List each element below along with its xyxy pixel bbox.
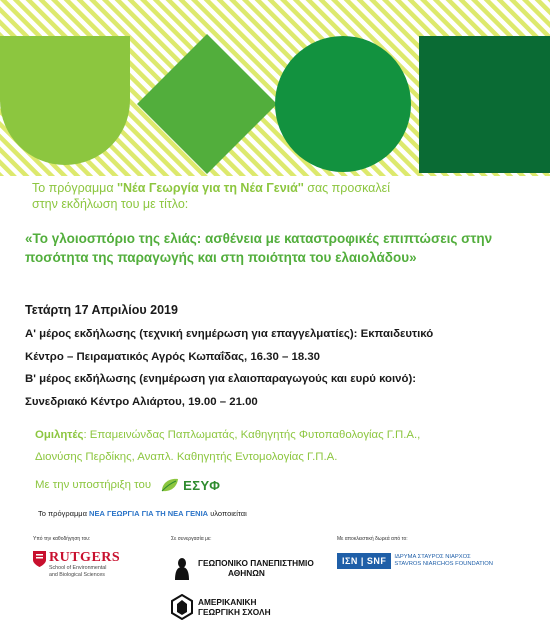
afs-emblem-icon [171,594,193,620]
intro-text [0,180,550,212]
banner-graphic [0,0,550,176]
rutgers-logo [33,551,120,579]
rutgers-name: RUTGERS [49,550,121,565]
aua-logo [171,556,314,580]
aua-emblem-icon [171,556,193,580]
program-note: Το πρόγραμμα ΝΕΑ ΓΕΩΡΓΙΑ ΓΙΑ ΤΗ ΝΕΑ ΓΕΝΙΑ υλοποιείται [38,509,247,518]
program-name: ''Νέα Γεωργία για τη Νέα Γενιά'' [117,181,304,195]
afs-logo [171,594,271,620]
intro-line-1: Το πρόγραμμα ''Νέα Γεωργία για τη Νέα Γενιά'' σας προσκαλεί [32,181,391,195]
intro-line-2: στην εκδήλωση του με τίτλο: [32,197,189,211]
part-b-line-2: Συνεδριακό Κέντρο Αλιάρτου, 19.00 – 21.00 [25,396,258,408]
esyf-logo [159,476,220,494]
rutgers-shield-icon [33,551,46,567]
snf-text: ΙΔΡΥΜΑ ΣΤΑΥΡΟΣ ΝΙΑΡΧΟΣ STAVROS NIARCHOS FOUNDATION [394,554,493,567]
esyf-logo-text: ΕΣΥΦ [183,477,221,493]
part-a-line-1: Α' μέρος εκδήλωσης (τεχνική ενημέρωση για επαγγελματίες): Εκπαιδευτικό [25,328,434,340]
event-title: «Το γλοιοσπόριο της ελιάς: ασθένεια με καταστροφικές επιπτώσεις στην ποσότητα της παραγωγής και στη ποιότητα του ελαιολάδου» [25,231,493,265]
part-a-details [25,323,550,369]
dark-green-square [419,36,550,173]
guidance-label: Υπό την καθοδήγηση του: [33,536,91,542]
support-label: Με την υποστήριξη του [35,479,152,491]
program-note-name: ΝΕΑ ΓΕΩΡΓΙΑ ΓΙΑ ΤΗ ΝΕΑ ΓΕΝΙΑ [89,509,209,518]
part-b-line-1: Β' μέρος εκδήλωσης (ενημέρωση για ελαιοπαραγωγούς και ευρύ κοινό): [25,373,417,385]
speakers [35,424,550,468]
support-section [35,476,550,494]
part-a-line-2: Κέντρο – Πειραματικός Αγρός Κωπαΐδας, 16.30 – 18.30 [25,351,321,363]
cooperation-label: Σε συνεργασία με: [171,536,212,542]
green-circle [275,36,411,172]
rutgers-sub-2: and Biological Sciences [49,572,105,578]
leaf-icon [159,476,181,494]
header-banner [0,0,550,176]
speakers-label: Ομιλητές [35,429,84,441]
donation-label: Με αποκλειστική δωρεά από το: [337,536,408,542]
snf-box: ΙΣΝ | SNF [337,553,391,569]
part-b-details [25,368,550,414]
rutgers-sub-1: School of Environmental [49,565,107,571]
event-date: Τετάρτη 17 Απριλίου 2019 [25,303,178,317]
aua-text: ΓΕΩΠΟΝΙΚΟ ΠΑΝΕΠΙΣΤΗΜΙΟ ΑΘΗΝΩΝ [198,558,314,578]
rutgers-text [49,551,120,579]
speakers-line-1: Ομιλητές: Επαμεινώνδας Παπλωματάς, Καθηγητής Φυτοπαθολογίας Γ.Π.Α., [35,429,421,441]
snf-logo [337,553,493,569]
afs-text: ΑΜΕΡΙΚΑΝΙΚΗ ΓΕΩΡΓΙΚΗ ΣΧΟΛΗ [198,597,271,617]
speakers-line-2: Διονύσης Περδίκης, Αναπλ. Καθηγητής Εντομολογίας Γ.Π.Α. [35,451,338,463]
light-green-shape [0,36,130,165]
